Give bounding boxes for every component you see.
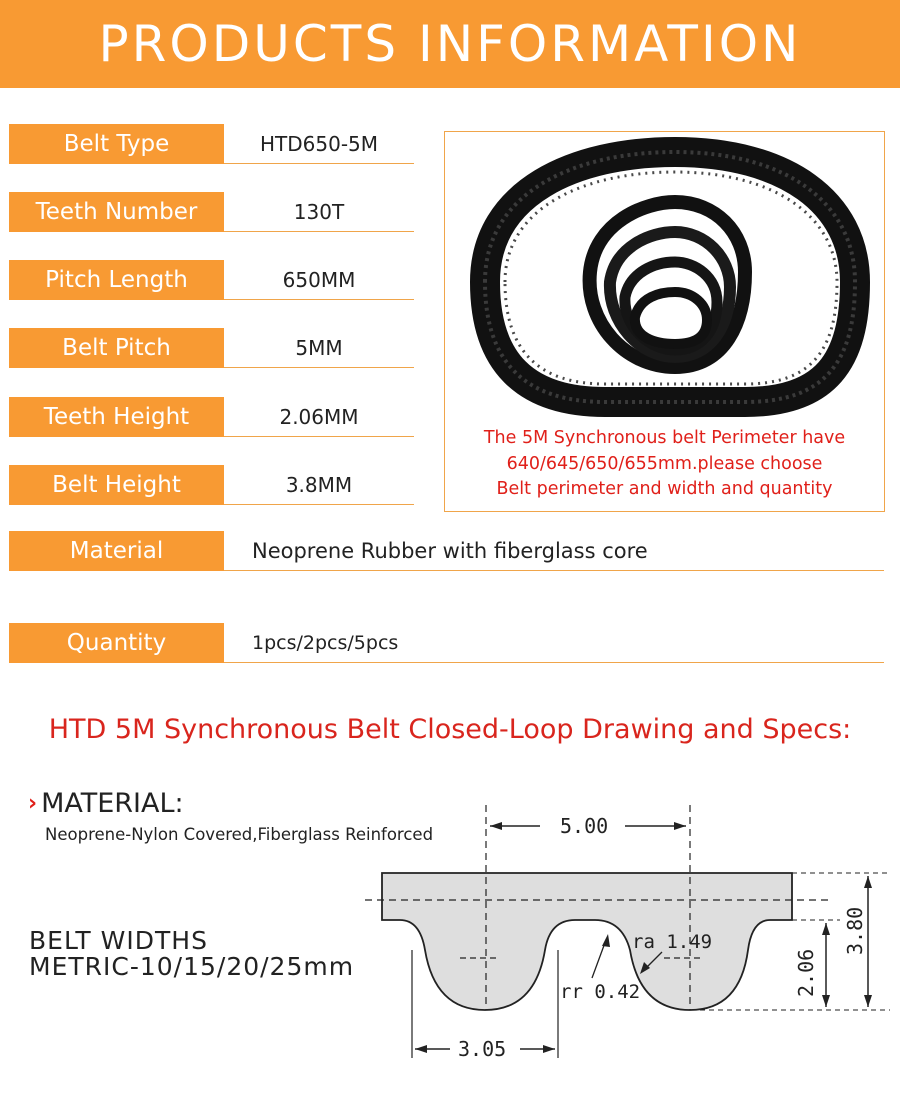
- widths-line: METRIC-10/15/20/25mm: [29, 952, 355, 981]
- material-heading: [28, 788, 184, 819]
- divider: [224, 163, 414, 164]
- spec-value: HTD650-5M: [259, 132, 379, 156]
- dim-tooth-width: 3.05: [458, 1037, 507, 1061]
- caption-line: 640/645/650/655mm.please choose: [506, 453, 823, 474]
- spec-label: Belt Height: [9, 465, 224, 505]
- spec-label: Pitch Length: [9, 260, 224, 300]
- divider: [224, 367, 414, 368]
- widths-line: BELT WIDTHS: [29, 926, 208, 955]
- spec-value: 130T: [293, 200, 345, 224]
- drawing-title: HTD 5M Synchronous Belt Closed-Loop Drawing and Specs:: [48, 714, 852, 745]
- product-photo: [444, 131, 885, 512]
- dim-total-height: 3.80: [843, 906, 867, 955]
- belt-widths: [29, 928, 354, 980]
- dim-tooth-height: 2.06: [794, 948, 818, 997]
- divider: [224, 570, 884, 571]
- spec-value: 1pcs/2pcs/5pcs: [252, 632, 399, 654]
- belt-profile-drawing: [360, 800, 900, 1070]
- material-description: Neoprene-Nylon Covered,Fiberglass Reinforced: [45, 825, 434, 844]
- header-banner: [0, 0, 900, 88]
- chevron-right-icon: ›: [28, 791, 38, 816]
- dim-pitch: 5.00: [560, 814, 609, 838]
- spec-label: Quantity: [9, 623, 224, 663]
- photo-caption: [445, 426, 884, 503]
- spec-value: 3.8MM: [285, 473, 353, 497]
- page-title: PRODUCTS INFORMATION: [98, 15, 802, 73]
- spec-label: Belt Pitch: [9, 328, 224, 368]
- divider: [224, 436, 414, 437]
- material-heading-text: MATERIAL:: [41, 788, 184, 819]
- spec-label: Belt Type: [9, 124, 224, 164]
- caption-line: Belt perimeter and width and quantity: [496, 479, 833, 499]
- belt-inner-4: [635, 292, 707, 344]
- dim-rr: rr 0.42: [560, 981, 641, 1003]
- spec-label: Material: [9, 531, 224, 571]
- spec-value: 650MM: [282, 268, 356, 292]
- spec-value: 2.06MM: [279, 405, 359, 429]
- divider: [224, 504, 414, 505]
- divider: [224, 662, 884, 663]
- spec-value: 5MM: [295, 336, 343, 360]
- spec-value: Neoprene Rubber with fiberglass core: [252, 539, 648, 563]
- spec-label: Teeth Number: [9, 192, 224, 232]
- divider: [224, 231, 414, 232]
- divider: [224, 299, 414, 300]
- belt-photo-illustration: [445, 132, 886, 422]
- caption-line: The 5M Synchronous belt Perimeter have: [483, 428, 846, 448]
- spec-label: Teeth Height: [9, 397, 224, 437]
- dim-ra: ra 1.49: [632, 931, 713, 953]
